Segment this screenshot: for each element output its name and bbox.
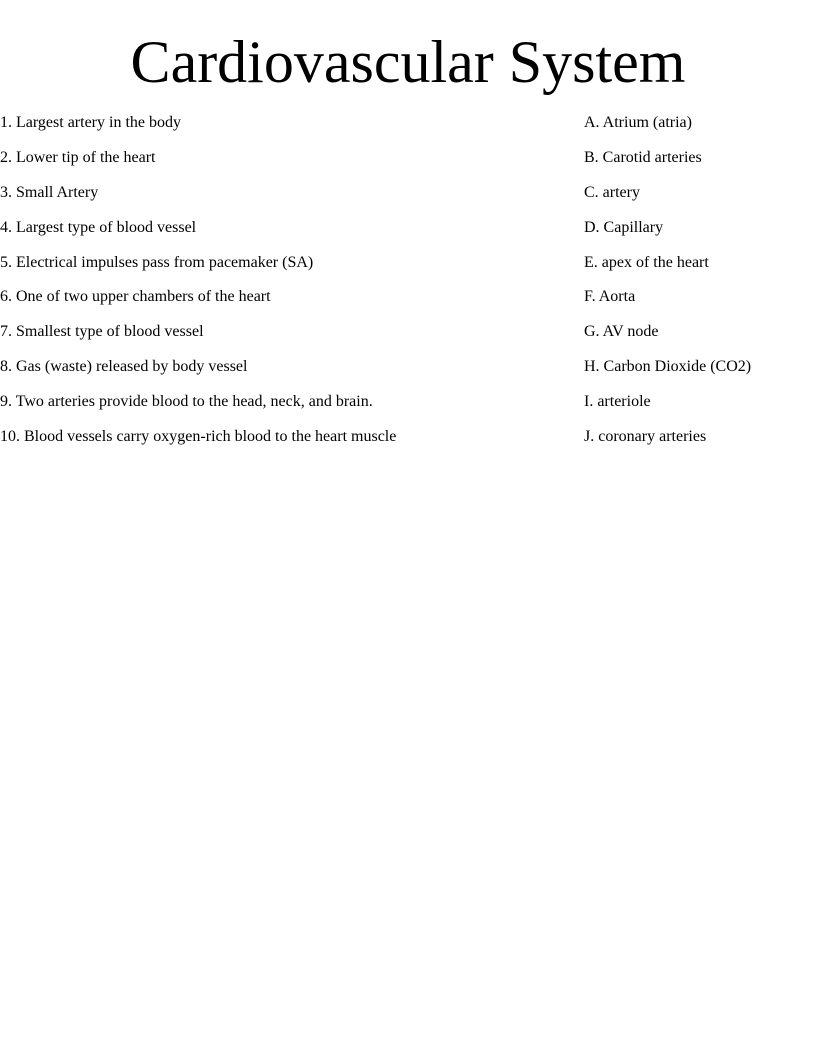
question-item: 3. Small Artery bbox=[0, 183, 99, 201]
answer-list bbox=[584, 113, 814, 462]
answer-item: E. apex of the heart bbox=[584, 253, 709, 271]
answer-item: A. Atrium (atria) bbox=[584, 114, 692, 131]
question-item: 10. Blood vessels carry oxygen-rich blood to the heart muscle bbox=[0, 428, 397, 446]
answer-item: H. Carbon Dioxide (CO2) bbox=[584, 358, 752, 376]
answer-item: B. Carotid arteries bbox=[584, 148, 702, 166]
question-item: 4. Largest type of blood vessel bbox=[0, 218, 197, 236]
answer-item: G. AV node bbox=[584, 323, 659, 341]
question-list bbox=[0, 113, 570, 462]
question-item: 8. Gas (waste) released by body vessel bbox=[0, 358, 248, 376]
answer-item: J. coronary arteries bbox=[584, 428, 707, 446]
question-item: 7. Smallest type of blood vessel bbox=[0, 323, 204, 341]
answer-item: C. artery bbox=[584, 183, 640, 201]
answer-item: I. arteriole bbox=[584, 393, 651, 411]
question-item: 9. Two arteries provide blood to the head, neck, and brain. bbox=[0, 393, 373, 411]
question-item: 2. Lower tip of the heart bbox=[0, 148, 156, 166]
page-title: Cardiovascular System bbox=[130, 29, 686, 95]
question-item: 5. Electrical impulses pass from pacemaker (SA) bbox=[0, 253, 314, 271]
question-item: 6. One of two upper chambers of the heart bbox=[0, 288, 271, 306]
question-item: 1. Largest artery in the body bbox=[0, 114, 181, 131]
answer-item: F. Aorta bbox=[584, 288, 636, 306]
answer-item: D. Capillary bbox=[584, 218, 664, 236]
